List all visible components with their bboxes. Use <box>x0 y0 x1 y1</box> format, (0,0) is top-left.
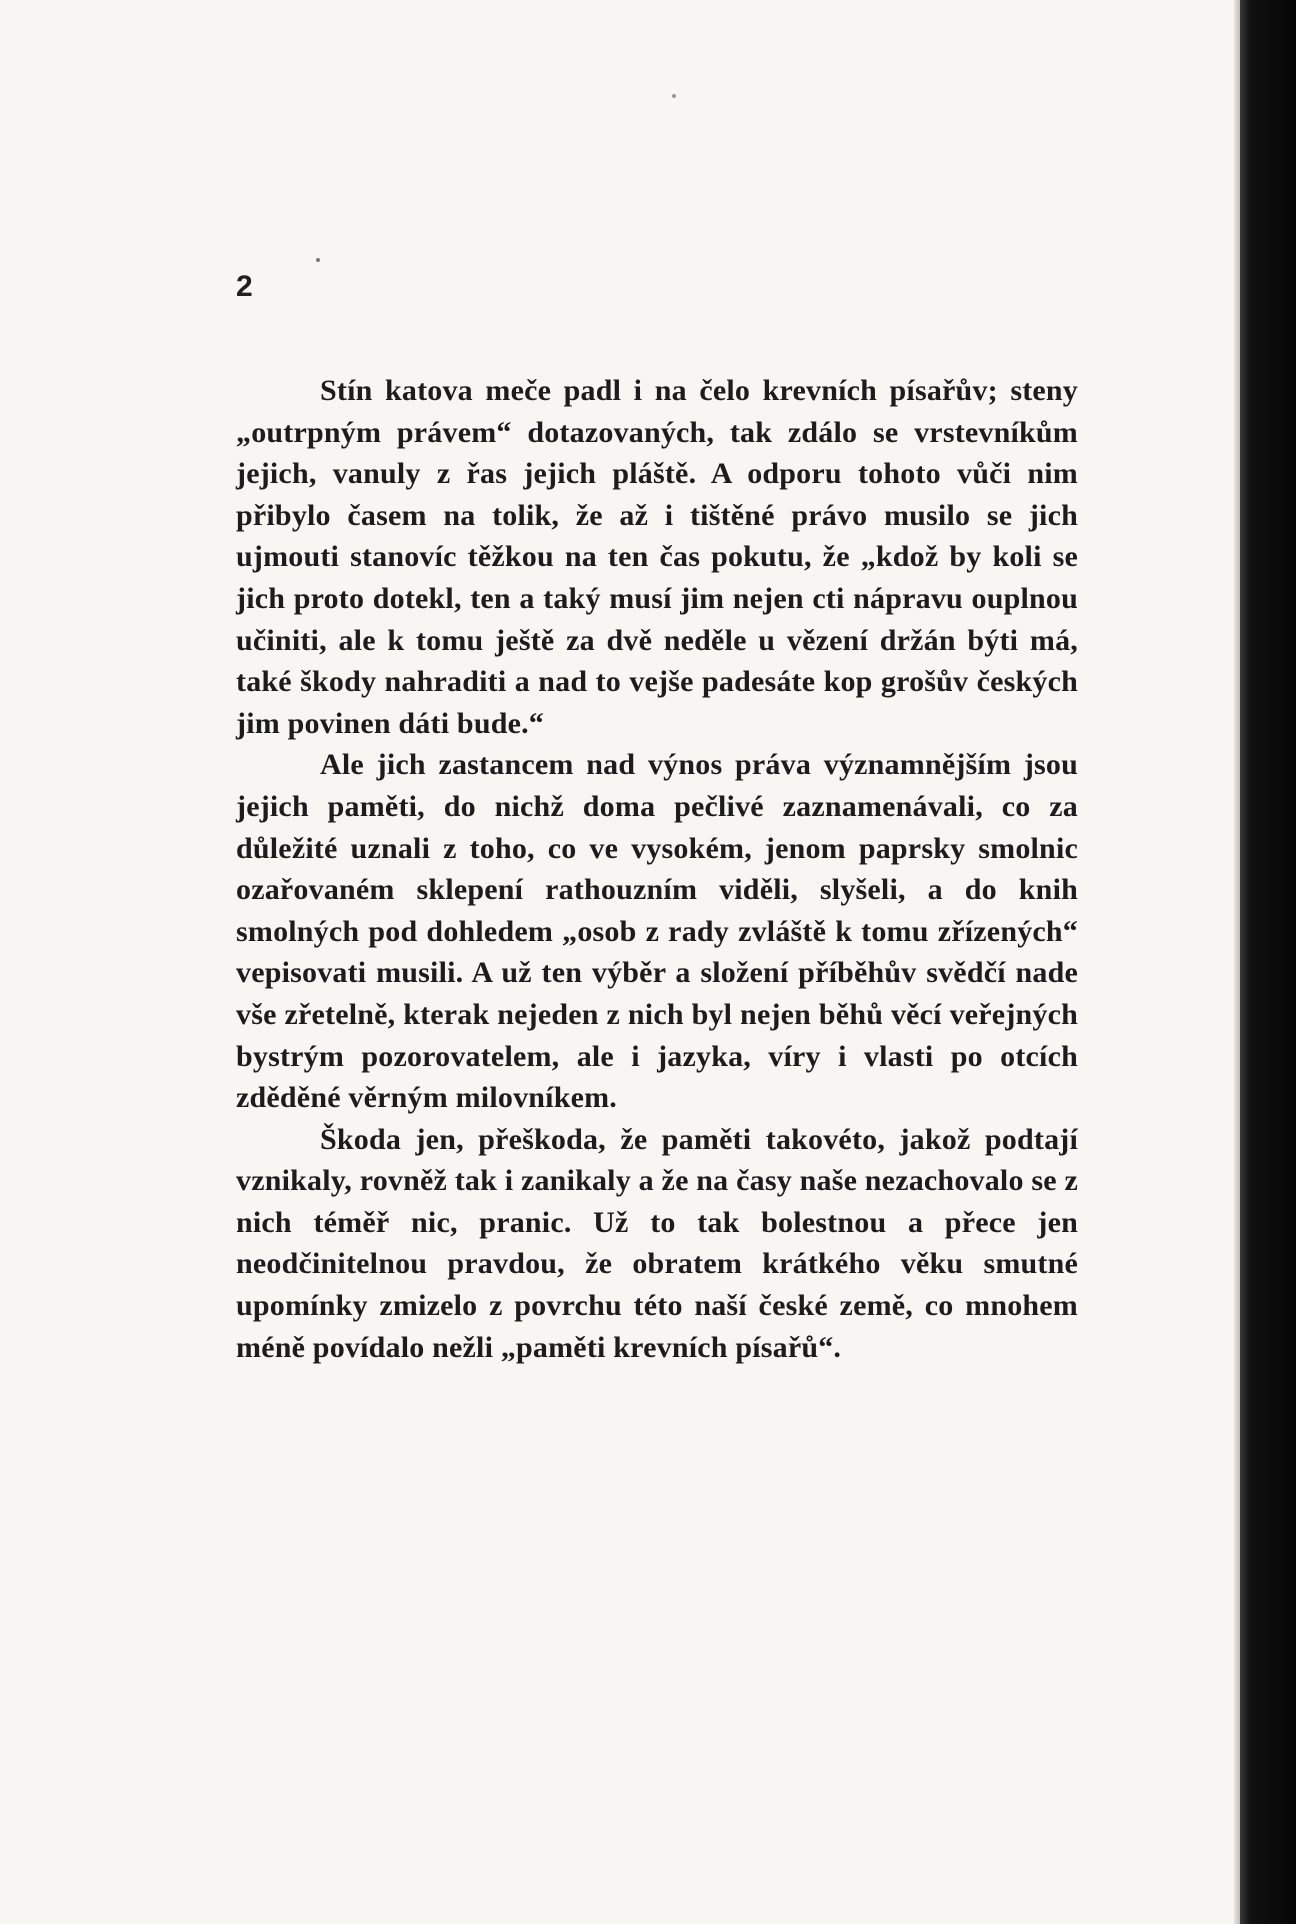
book-edge <box>1240 0 1296 1924</box>
ink-speck <box>316 258 320 262</box>
paragraph-2: Ale jich zastancem nad výnos práva významnějším jsou jejich paměti, do nichž doma pečlivé zaznamenávali, co za důležité uznali z toho, co ve vysokém, jenom paprsky smolnic ozařovaném sklepení rathouzním viděli, slyšeli, a do knih smolných pod dohledem „osob z rady zvláště k tomu zřízených“ vepisovati musili. A už ten výběr a složení příběhův svědčí nade vše zřetelně, kterak nejeden z nich byl nejen běhů věcí veřejných bystrým pozorovatelem, ale i jazyka, víry i vlasti po otcích zděděné věrným milovníkem. <box>236 748 1078 1115</box>
body-text <box>236 370 1078 1368</box>
paragraph-3: Škoda jen, přeškoda, že paměti takovéto, jakož podtají vznikaly, rovněž tak i zanikaly a že na časy naše nezachovalo se z nich téměř nic, pranic. Už to tak bolestnou a přece jen neodčinitelnou pravdou, že obratem krátkého věku smutné upomínky zmizelo z povrchu této naší české země, co mnohem méně povídalo nežli „paměti krevních písařů“. <box>236 1122 1078 1364</box>
ink-speck <box>672 94 676 98</box>
paragraph-1: Stín katova meče padl i na čelo krevních písařův; steny „outrpným právem“ dotazovaných, tak zdálo se vrstevníkům jejich, vanuly z řas jejich pláště. A odporu tohoto vůči nim přibylo časem na tolik, že až i tištěné právo musilo se jich ujmouti stanovíc těžkou na ten čas pokutu, že „kdož by koli se jich proto dotekl, ten a taký musí jim nejen cti nápravu ouplnou učiniti, ale k tomu ještě za dvě neděle u vězení držán býti má, také škody nahraditi a nad to vejše padesáte kop grošův českých jim povinen dáti bude.“ <box>236 374 1078 740</box>
page-number: 2 <box>236 270 253 303</box>
